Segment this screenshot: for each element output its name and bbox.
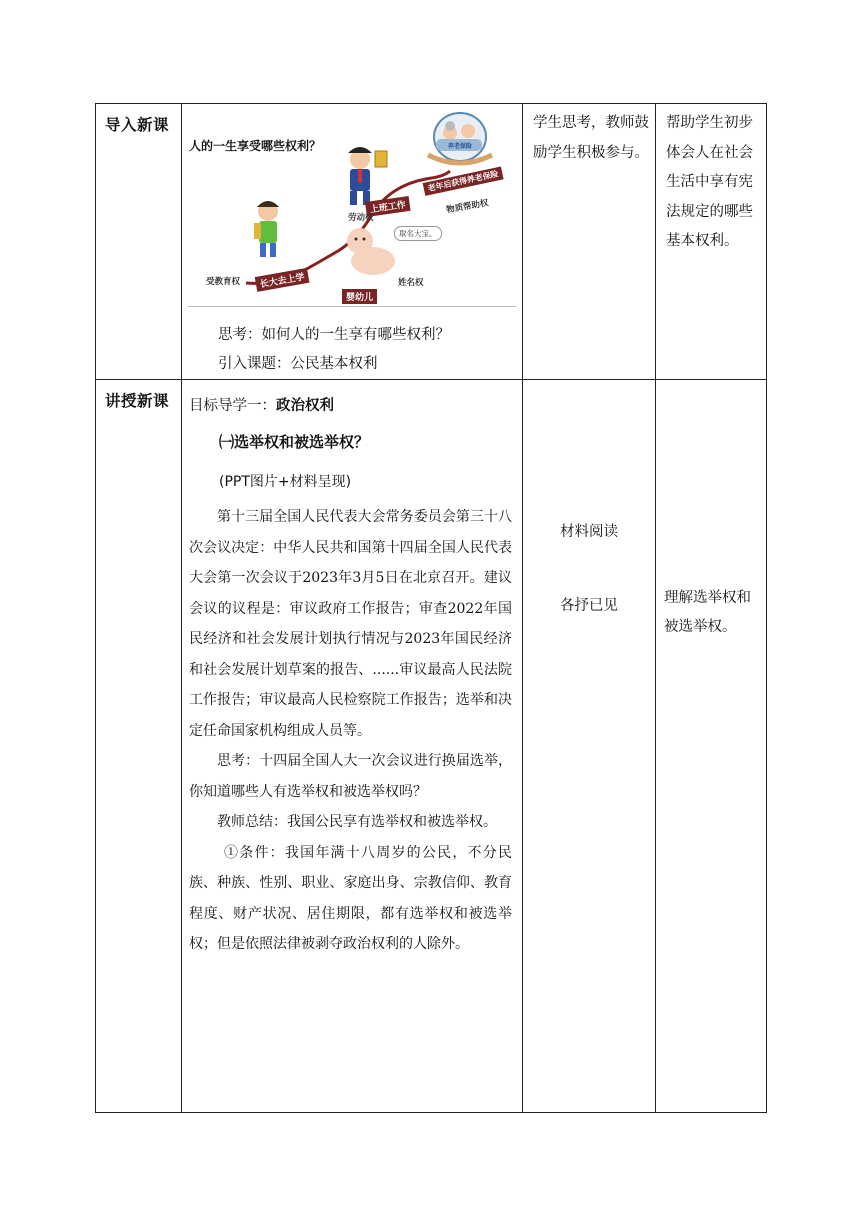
label-education-right: 受教育权 (206, 277, 241, 287)
tag-pension: 老年后获得养老保险 (423, 167, 504, 196)
design-intent-cell (656, 380, 767, 1113)
table-row-new-lesson (96, 380, 767, 1113)
label-pension-bowl: 养老保险 (448, 143, 473, 150)
stage-cell (96, 104, 182, 380)
goal-topic: 政治权利 (276, 398, 334, 414)
student-activity-cell (523, 380, 656, 1113)
stage-label: 讲授新课 (105, 392, 170, 410)
student-activity-cell (523, 104, 656, 380)
design-intent: 理解选举权和被选举权。 (664, 590, 751, 635)
tag-school: 长大去上学 (255, 268, 310, 292)
label-material-aid-right: 物质帮助权 (445, 198, 490, 216)
section-subtitle: ㈠选举权和被选举权？ (219, 433, 370, 451)
intro-notes (182, 307, 522, 379)
teacher-summary: 教师总结：我国公民享有选举权和被选举权。 (217, 814, 497, 830)
condition-paragraph: ①条件：我国年满十八周岁的公民，不分民族、种族、性别、职业、家庭出身、宗教信仰、教育程度、财产状况、居住期限，都有选举权和被选举权；但是依照法律被剥夺政治权利的人除外。 (189, 844, 512, 952)
material-paragraph: 第十三届全国人民代表大会常务委员会第三十八次会议决定：中华人民共和国第十四届全国人民代表大会第一次会议于2023年3月5日在北京召开。建议会议的议程是：审议政府工作报告；审查2022年国民经济和社会发展计划执行情况与2023年国民经济和社会发展计划草案的报告、......审议最高人民法院工作报告；审议最高人民检察院工作报告；选举和决定任命国家机构组成人员等。 (189, 509, 512, 739)
tag-infant: 婴幼儿 (342, 289, 377, 304)
label-labor-right: 劳动权 (348, 213, 374, 223)
goal-prefix: 目标导学一： (189, 398, 276, 414)
ppt-note: (PPT图片+材料呈现) (219, 474, 352, 490)
student-activity-discuss: 各抒已见 (560, 598, 618, 614)
think-question: 思考：如何人的一生享有哪些权利？ (218, 327, 450, 343)
design-intent-cell (656, 104, 767, 380)
rights-illustration (188, 111, 516, 307)
illustration-title: 人的一生享受哪些权利？ (189, 139, 322, 153)
tag-work: 上班工作 (365, 196, 411, 217)
student-activity-reading: 材料阅读 (560, 524, 618, 540)
baby-name-callout: 取名大宝。 (394, 226, 442, 241)
goal-heading (182, 380, 522, 415)
stage-label: 导入新课 (105, 116, 170, 134)
think-question: 思考：十四届全国人大一次会议进行换届选举，你知道哪些人有选举权和被选举权吗？ (189, 753, 512, 800)
intro-topic: 引入课题：公民基本权利 (218, 356, 378, 372)
content-cell (182, 104, 523, 380)
stage-cell (96, 380, 182, 1113)
label-name-right: 姓名权 (398, 278, 424, 288)
student-activity: 学生思考，教师鼓励学生积极参与。 (533, 115, 649, 161)
content-cell (182, 380, 523, 1113)
lesson-table (95, 103, 767, 1113)
table-row-intro (96, 104, 767, 380)
design-intent: 帮助学生初步体会人在社会生活中享有宪法规定的哪些基本权利。 (666, 115, 753, 249)
